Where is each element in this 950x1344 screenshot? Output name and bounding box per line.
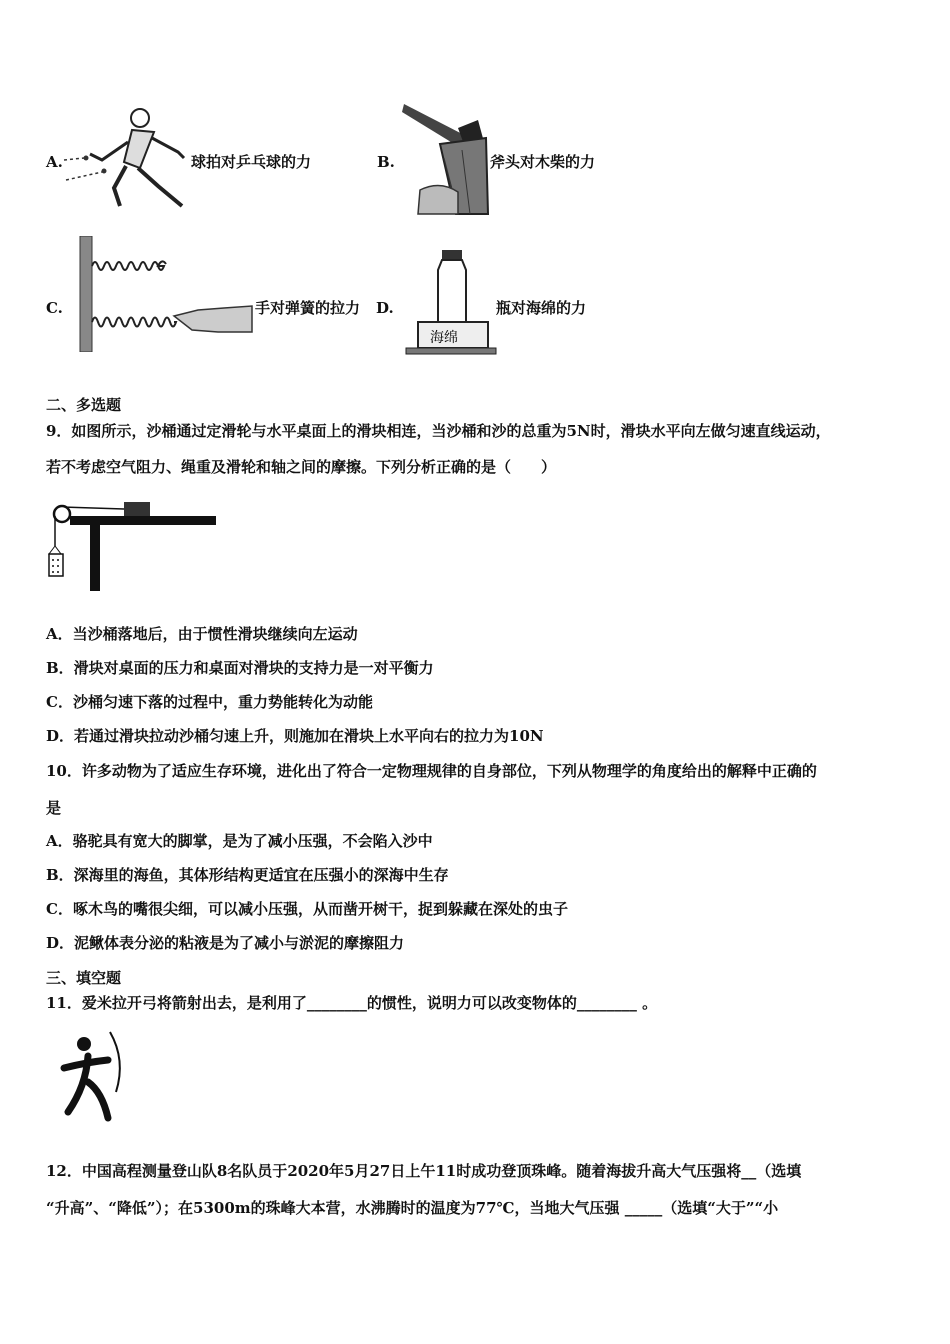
q9-stem-line-1: 9．如图所示，沙桶通过定滑轮与水平桌面上的滑块相连，当沙桶和沙的总重为5N时，滑块水平向左做匀速直线运动， [46, 422, 831, 440]
q10-option-c: C．啄木鸟的嘴很尖细，可以减小压强，从而凿开树干，捉到躲藏在深处的虫子 [46, 900, 568, 918]
q9-option-d: D．若通过滑块拉动沙桶匀速上升，则施加在滑块上水平向右的拉力为10N [46, 727, 544, 745]
section-2-heading: 二、多选题 [46, 396, 122, 414]
q8-option-d-letter: D. [376, 299, 394, 317]
pulley-table-figure [48, 498, 220, 594]
q10-option-b: B．深海里的海鱼，其体形结构更适宜在压强小的深海中生存 [46, 866, 449, 884]
q8-option-c-text: 手对弹簧的拉力 [255, 299, 361, 317]
q8-option-b-text: 斧头对木柴的力 [490, 153, 596, 171]
q12-line-1: 12．中国高程测量登山队8名队员于2020年5月27日上午11时成功登顶珠峰。随着海拔升高大气压强将__（选填 [46, 1162, 802, 1180]
bottle-on-sponge-figure [404, 250, 498, 356]
q10-option-a: A．骆驼具有宽大的脚掌，是为了减小压强，不会陷入沙中 [46, 832, 433, 850]
section-3-heading: 三、填空题 [46, 969, 122, 987]
q8-option-d-text: 瓶对海绵的力 [496, 299, 587, 317]
axe-and-log-figure [400, 98, 492, 218]
sponge-label: 海绵 [430, 330, 458, 346]
q10-option-d: D．泥鳅体表分泌的粘液是为了减小与淤泥的摩擦阻力 [46, 934, 405, 952]
q12-line-2: “升高”、“降低”）；在5300m的珠峰大本营，水沸腾时的温度为77℃，当地大气压强 _____（选填“大于”“小 [46, 1199, 779, 1217]
hand-pulling-spring-figure [78, 236, 254, 352]
q8-option-a-letter: A. [46, 153, 63, 171]
q9-option-a: A．当沙桶落地后，由于惯性滑块继续向左运动 [46, 625, 358, 643]
table-tennis-player-figure [62, 102, 192, 214]
q8-option-c-letter: C. [46, 299, 63, 317]
q11-stem: 11．爱米拉开弓将箭射出去，是利用了________的惯性，说明力可以改变物体的________ 。 [46, 994, 658, 1012]
q10-stem-line-2: 是 [46, 799, 62, 817]
q8-option-b-letter: B. [377, 153, 395, 171]
archer-figure [58, 1030, 130, 1126]
q9-option-c: C．沙桶匀速下落的过程中，重力势能转化为动能 [46, 693, 373, 711]
q10-stem-line-1: 10．许多动物为了适应生存环境，进化出了符合一定物理规律的自身部位，下列从物理学的角度给出的解释中正确的 [46, 762, 817, 780]
q9-option-b: B．滑块对桌面的压力和桌面对滑块的支持力是一对平衡力 [46, 659, 434, 677]
q9-stem-line-2: 若不考虑空气阻力、绳重及滑轮和轴之间的摩擦。下列分析正确的是（ ） [46, 458, 557, 476]
q8-option-a-text: 球拍对乒乓球的力 [191, 153, 312, 171]
